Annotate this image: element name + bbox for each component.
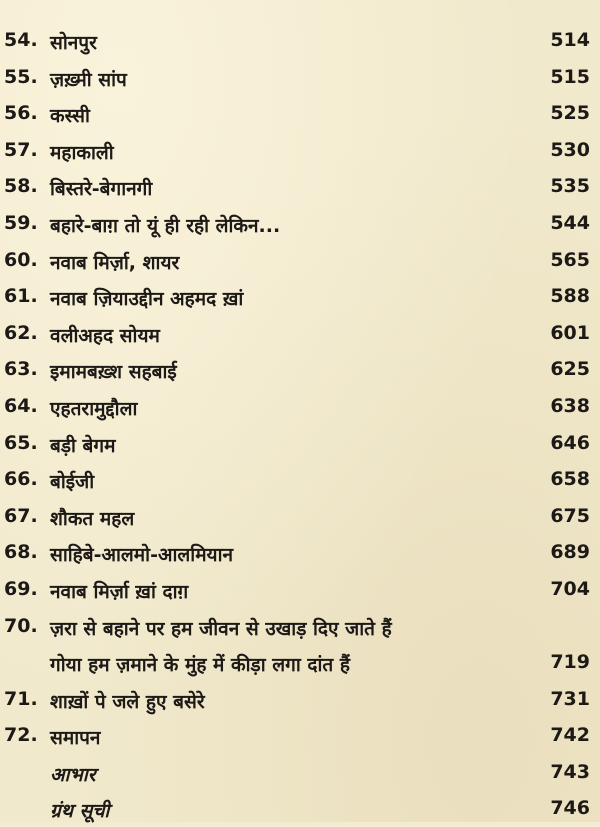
toc-entry-acknowledgement bbox=[0, 754, 600, 791]
entry-number: 67. bbox=[4, 504, 38, 527]
entry-page-number: 515 bbox=[550, 65, 590, 88]
entry-page-number: 658 bbox=[550, 468, 590, 491]
entry-page-number: 719 bbox=[550, 651, 590, 674]
toc-entry bbox=[0, 717, 600, 754]
table-of-contents bbox=[0, 22, 600, 827]
toc-entry bbox=[0, 461, 600, 498]
toc-entry bbox=[0, 22, 600, 59]
entry-page-number: 525 bbox=[550, 102, 590, 125]
entry-number: 70. bbox=[4, 614, 38, 637]
entry-title: साहिबे-आलमो-आलमियान bbox=[50, 544, 234, 567]
entry-title: नवाब मिर्ज़ा, शायर bbox=[50, 251, 180, 274]
toc-entry bbox=[0, 59, 600, 96]
entry-page-number: 704 bbox=[550, 577, 590, 600]
entry-number: 61. bbox=[4, 285, 38, 308]
toc-entry bbox=[0, 242, 600, 279]
entry-page-number: 530 bbox=[550, 138, 590, 161]
toc-entry bbox=[0, 168, 600, 205]
entry-page-number: 743 bbox=[550, 760, 590, 783]
entry-title: बोईजी bbox=[50, 471, 95, 494]
entry-page-number: 746 bbox=[550, 797, 590, 820]
entry-title: इमामबख़्श सहबाई bbox=[50, 361, 177, 384]
toc-entry bbox=[0, 425, 600, 462]
toc-entry bbox=[0, 571, 600, 608]
entry-page-number: 742 bbox=[550, 724, 590, 747]
entry-title: नवाब ज़ियाउद्दीन अहमद ख़ां bbox=[50, 288, 244, 311]
entry-title: ज़ख़्मी सांप bbox=[50, 68, 127, 91]
toc-entry bbox=[0, 278, 600, 315]
entry-title: महाकाली bbox=[50, 141, 114, 164]
entry-number: 62. bbox=[4, 321, 38, 344]
entry-number: 65. bbox=[4, 431, 38, 454]
entry-title: समापन bbox=[50, 727, 101, 750]
entry-page-number: 601 bbox=[550, 321, 590, 344]
toc-entry bbox=[0, 351, 600, 388]
entry-title: बड़ी बेगम bbox=[50, 434, 116, 457]
entry-number: 66. bbox=[4, 468, 38, 491]
entry-number: 54. bbox=[4, 29, 38, 51]
toc-entry bbox=[0, 388, 600, 425]
entry-title: सोनपुर bbox=[50, 32, 97, 54]
entry-title: ज़रा से बहाने पर हम जीवन से उखाड़ दिए जाते हैं bbox=[50, 617, 392, 640]
entry-page-number: 646 bbox=[550, 431, 590, 454]
entry-page-number: 544 bbox=[550, 211, 590, 234]
entry-number: 72. bbox=[4, 724, 38, 747]
entry-number: 57. bbox=[4, 138, 38, 161]
entry-title: कस्सी bbox=[50, 105, 90, 128]
entry-page-number: 535 bbox=[550, 175, 590, 198]
toc-entry-continuation bbox=[0, 644, 600, 681]
entry-page-number: 625 bbox=[550, 358, 590, 381]
entry-number: 59. bbox=[4, 211, 38, 234]
entry-title: एहतरामुद्दौला bbox=[50, 397, 138, 420]
entry-page-number: 675 bbox=[550, 504, 590, 527]
entry-number: 69. bbox=[4, 577, 38, 600]
toc-entry bbox=[0, 534, 600, 571]
entry-title: गोया हम ज़माने के मुंह में कीड़ा लगा दांत हैं bbox=[50, 654, 350, 677]
entry-number: 68. bbox=[4, 541, 38, 564]
toc-entry bbox=[0, 681, 600, 718]
entry-number: 56. bbox=[4, 102, 38, 125]
entry-title: वलीअहद सोयम bbox=[50, 324, 160, 347]
entry-number: 63. bbox=[4, 358, 38, 381]
entry-page-number: 689 bbox=[550, 541, 590, 564]
toc-entry bbox=[0, 205, 600, 242]
entry-page-number: 565 bbox=[550, 248, 590, 271]
entry-number: 55. bbox=[4, 65, 38, 88]
entry-title: शाख़ों पे जले हुए बसेरे bbox=[50, 690, 205, 713]
entry-title: नवाब मिर्ज़ा ख़ां दाग़ bbox=[50, 580, 189, 603]
toc-entry bbox=[0, 608, 600, 645]
toc-entry bbox=[0, 132, 600, 169]
entry-page-number: 731 bbox=[550, 687, 590, 710]
toc-entry bbox=[0, 315, 600, 352]
entry-title: आभार bbox=[50, 763, 96, 786]
entry-title: बिस्तरे-बेगानगी bbox=[50, 178, 153, 201]
entry-number: 64. bbox=[4, 394, 38, 417]
entry-title: बहारे-बाग़ तो यूं ही रही लेकिन... bbox=[50, 214, 281, 237]
entry-page-number: 588 bbox=[550, 285, 590, 308]
toc-entry bbox=[0, 95, 600, 132]
entry-number: 60. bbox=[4, 248, 38, 271]
entry-number: 58. bbox=[4, 175, 38, 198]
entry-title: शौकत महल bbox=[50, 507, 135, 530]
entry-page-number: 514 bbox=[550, 29, 590, 51]
entry-number: 71. bbox=[4, 687, 38, 710]
entry-page-number: 638 bbox=[550, 394, 590, 417]
toc-entry bbox=[0, 498, 600, 535]
entry-title: ग्रंथ सूची bbox=[50, 800, 110, 823]
